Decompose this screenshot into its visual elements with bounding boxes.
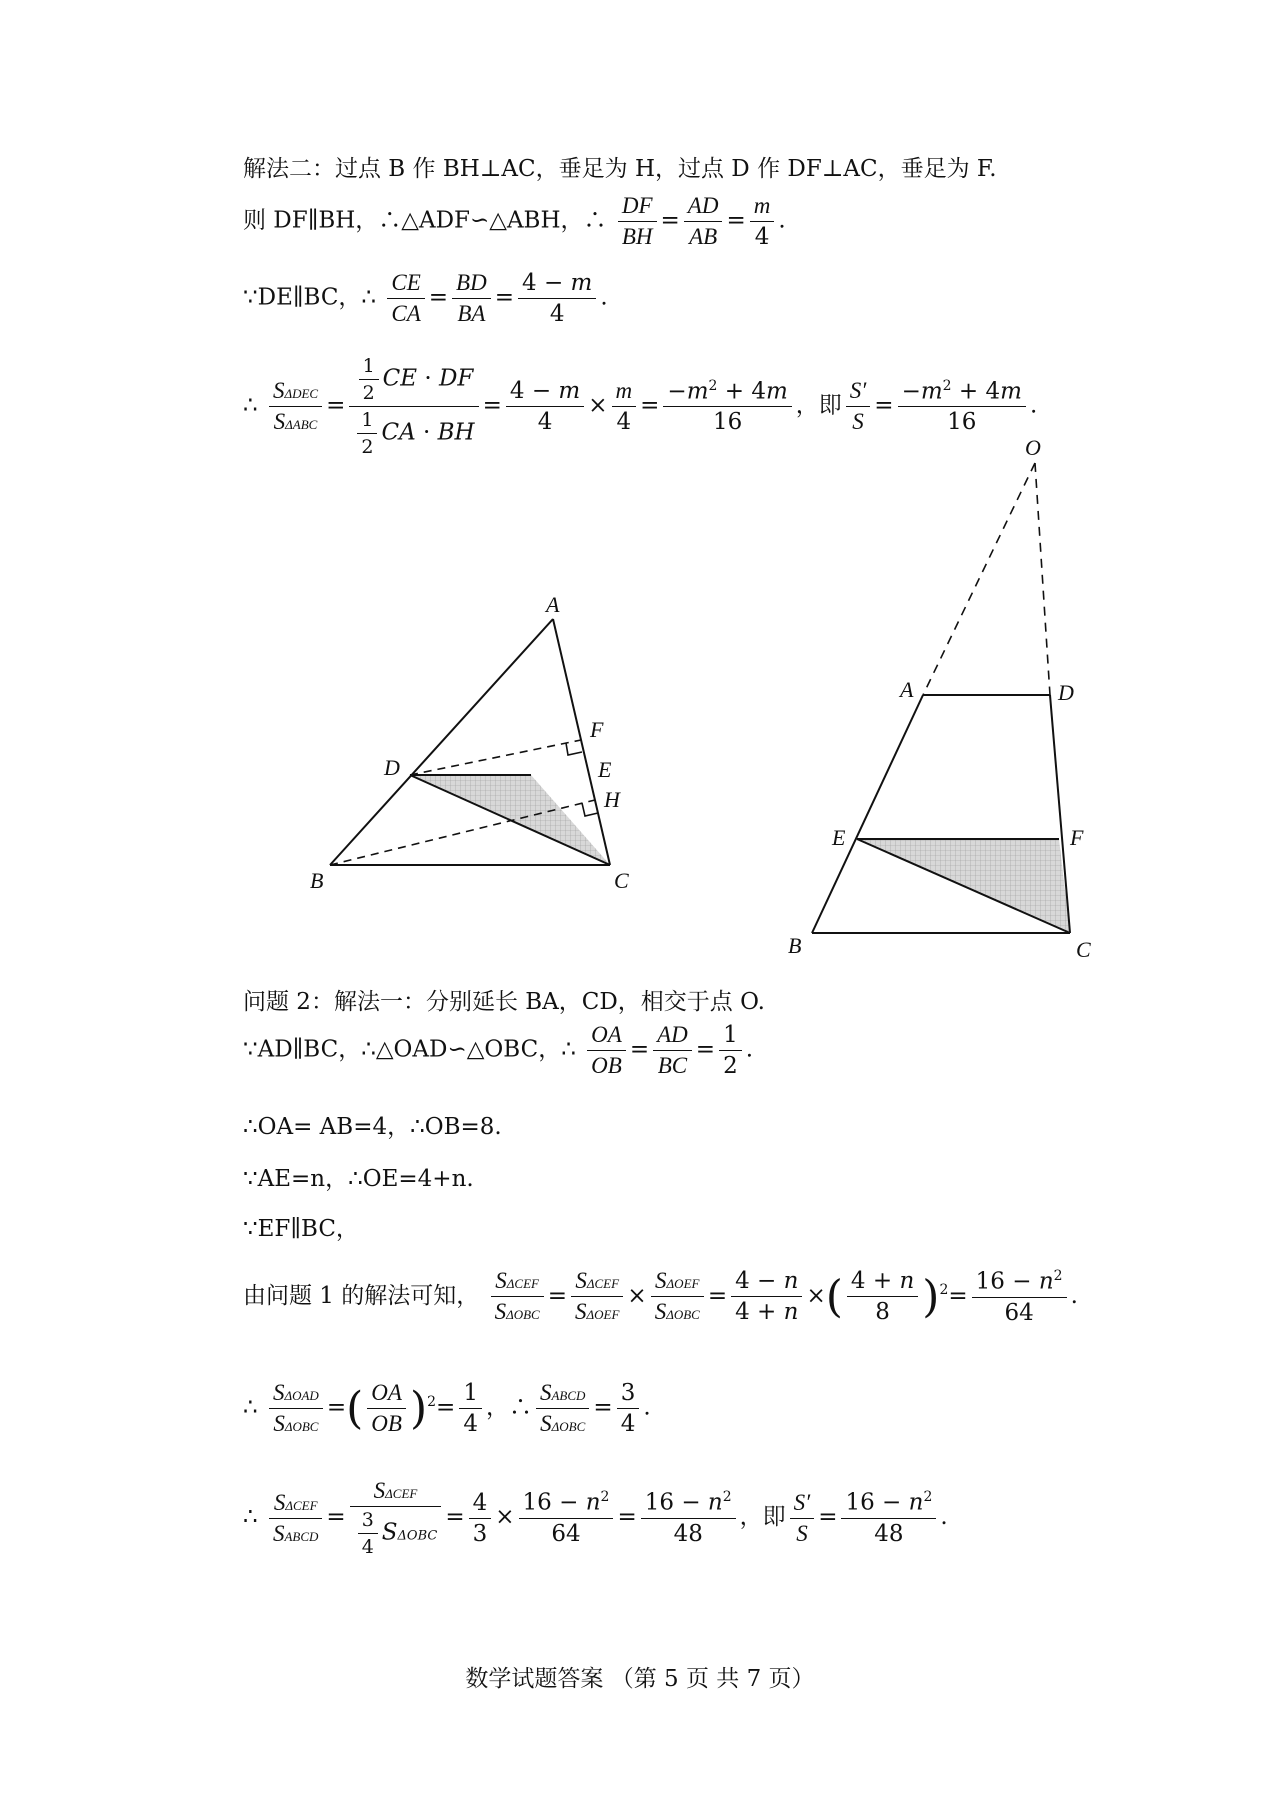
- fraction-sprime-s-2: $\frac{S'}{S}$: [790, 1490, 815, 1547]
- solution2-line2-prefix: 则 DF∥BH，∴△ADF∽△ABH，∴: [243, 207, 607, 234]
- fraction-1-2: $\frac{1}{2}$: [719, 1022, 742, 1079]
- label-h: H: [604, 787, 620, 812]
- dashed-od: [1035, 463, 1050, 695]
- problem2-line2-prefix: ∵AD∥BC，∴△OAD∽△OBC，∴: [243, 1036, 576, 1063]
- solution2-line3-prefix: ∵DE∥BC，∴: [243, 284, 377, 311]
- solution2-line4-mid: ，即: [795, 392, 842, 419]
- label-d2: D: [1058, 680, 1074, 705]
- fraction-16mn2-48: $\frac{16 - n^2}{48}$: [641, 1489, 736, 1547]
- fraction-oa-ob-2: $\frac{OA}{OB}$: [367, 1380, 406, 1437]
- solution2-line2: 则 DF∥BH，∴△ADF∽△ABH，∴ $\frac{DF}{BH}$ = $\frac{AD}{AB}$ = $\frac{m}{4}$ .: [243, 193, 786, 250]
- fraction-3-4: $\frac{3}{4}$: [617, 1380, 640, 1437]
- problem2-line7: ∴ $\frac{\text{SΔOAD}}{\text{SΔOBC}}$ =( $\frac{OA}{OB}$ )$^2$= $\frac{1}{4}$ ，∴ $\frac{\text{SABCD}}{\text{SΔOBC}}$ = $\frac{3}{4}$ .: [243, 1380, 651, 1437]
- fraction-m-4: $\frac{m}{4}$: [750, 193, 775, 250]
- problem2-intro: 问题 2：解法一：分别延长 BA，CD，相交于点 O.: [243, 989, 765, 1015]
- problem2-line8-mid: ，即: [739, 1504, 786, 1530]
- problem2-line4: ∵AE=n，∴OE=4+n.: [243, 1166, 474, 1192]
- fraction-area-ratio: $\frac{1}{2}$ CE · DF $\frac{1}{2}$ CA · BH: [349, 355, 478, 458]
- figure-trapezoid: [780, 435, 1130, 975]
- label-b: B: [310, 868, 324, 893]
- fraction-sabcd-sobc: $\frac{\text{SABCD}}{\text{SΔOBC}}$: [536, 1380, 589, 1437]
- problem2-line6-prefix: 由问题 1 的解法可知，: [243, 1282, 480, 1309]
- problem2-line3: ∴OA= AB=4，∴OB=8.: [243, 1114, 502, 1140]
- fraction-ad-ab: $\frac{AD}{AB}$: [684, 193, 723, 250]
- right-angle-mark-f: [566, 743, 582, 755]
- label-d: D: [384, 755, 400, 780]
- side-ab2: [812, 695, 923, 933]
- fraction-scef-34sobc: SΔCEF $\frac{3}{4}$ SΔOBC: [350, 1478, 442, 1558]
- fraction-scef-soef: $\frac{\text{SΔCEF}}{\text{SΔOEF}}$: [571, 1268, 623, 1325]
- fraction-4mn-4pn: $\frac{4 - n}{4 + n}$: [731, 1268, 802, 1325]
- fraction-oa-ob: $\frac{OA}{OB}$: [587, 1022, 626, 1079]
- fraction-ce-ca: $\frac{CE}{CA}$: [387, 270, 424, 327]
- fraction-sprime-s: $\frac{S'}{S}$: [846, 378, 871, 435]
- problem2-line8: ∴ $\frac{\text{SΔCEF}}{\text{SABCD}}$ = SΔCEF $\frac{3}{4}$ SΔOBC = $\frac{4}{3}$ × $\frac{16 - n^2}{64}$ = $\frac{16 - n^2}{48}$ ，即 $\frac{S'}{S}$ = $\frac{16 - n^2}{48}$ .: [243, 1478, 948, 1558]
- fraction-soef-sobc: $\frac{\text{SΔOEF}}{\text{SΔOBC}}$: [651, 1268, 704, 1325]
- figure-triangle: [300, 585, 660, 895]
- label-a: A: [546, 592, 560, 617]
- fraction-scef-sabcd: $\frac{\text{SΔCEF}}{\text{SABCD}}$: [269, 1490, 322, 1547]
- label-c2: C: [1076, 937, 1091, 962]
- fraction-result-16b: $\frac{-m^2 + 4m}{16}$: [898, 378, 1026, 436]
- fraction-16mn2-64b: $\frac{16 - n^2}{64}$: [519, 1489, 614, 1547]
- fraction-scef-sobc: $\frac{\text{SΔCEF}}{\text{SΔOBC}}$: [491, 1268, 544, 1325]
- fraction-1-4: $\frac{1}{4}$: [459, 1380, 482, 1437]
- label-f2: F: [1070, 825, 1084, 850]
- label-f: F: [590, 717, 604, 742]
- problem2-line6: 由问题 1 的解法可知， $\frac{\text{SΔCEF}}{\text{SΔOBC}}$ = $\frac{\text{SΔCEF}}{\text{SΔOEF}}$ × $\frac{\text{SΔOEF}}{\text{SΔOBC}}$ = $\frac{4 - n}{4 + n}$ ×( $\frac{4 + n}{8}$ )$^2$= $\frac{16 - n^2}{64}$ .: [243, 1268, 1078, 1326]
- label-o: O: [1025, 435, 1041, 460]
- fraction-df-bh: $\frac{DF}{BH}$: [618, 193, 657, 250]
- solution2-intro: 解法二：过点 B 作 BH⊥AC，垂足为 H，过点 D 作 DF⊥AC，垂足为 F.: [243, 156, 997, 182]
- fraction-m-4b: $\frac{m}{4}$: [612, 378, 637, 435]
- dashed-df: [410, 740, 581, 775]
- fraction-result-16: $\frac{-m^2 + 4m}{16}$: [663, 378, 791, 436]
- label-b2: B: [788, 933, 802, 958]
- fraction-soad-sobc: $\frac{\text{SΔOAD}}{\text{SΔOBC}}$: [269, 1380, 323, 1437]
- fraction-4-3: $\frac{4}{3}$: [469, 1490, 492, 1547]
- page-footer: 数学试题答案 （第 5 页 共 7 页）: [465, 1666, 815, 1692]
- fraction-4-minus-m-4b: $\frac{4 - m}{4}$: [506, 378, 584, 435]
- solution2-line4-prefix: ∴: [243, 392, 258, 419]
- solution2-line3: ∵DE∥BC，∴ $\frac{CE}{CA}$ = $\frac{BD}{BA}$ = $\frac{4 - m}{4}$ .: [243, 270, 608, 327]
- side-ab: [330, 619, 553, 865]
- fraction-16mn2-64: $\frac{16 - n^2}{64}$: [972, 1268, 1067, 1326]
- label-c: C: [614, 868, 629, 893]
- problem2-line2: ∵AD∥BC，∴△OAD∽△OBC，∴ $\frac{OA}{OB}$ = $\frac{AD}{BC}$ = $\frac{1}{2}$ .: [243, 1022, 754, 1079]
- label-e: E: [598, 757, 612, 782]
- fraction-bd-ba: $\frac{BD}{BA}$: [452, 270, 491, 327]
- problem2-line8-prefix: ∴: [243, 1504, 258, 1530]
- fraction-ad-bc: $\frac{AD}{BC}$: [653, 1022, 692, 1079]
- dashed-oa: [923, 463, 1035, 695]
- label-a2: A: [900, 677, 914, 702]
- fraction-16mn2-48b: $\frac{16 - n^2}{48}$: [841, 1489, 936, 1547]
- fraction-4pn-8: $\frac{4 + n}{8}$: [847, 1268, 918, 1325]
- problem2-line7-prefix: ∴: [243, 1394, 258, 1421]
- label-e2: E: [832, 825, 846, 850]
- fraction-sdec-sabc: $\frac{\text{SΔDEC}}{\text{SΔABC}}$: [269, 378, 322, 435]
- solution2-line4: ∴ $\frac{\text{SΔDEC}}{\text{SΔABC}}$ = $\frac{1}{2}$ CE · DF $\frac{1}{2}$ CA · BH = $\frac{4 - m}{4}$ × $\frac{m}{4}$ = $\frac{-m^2 + 4m}{16}$ ，即 $\frac{S'}{S}$ = $\frac{-m^2 + 4m}{16}$ .: [243, 355, 1038, 458]
- problem2-line7-mid: ，∴: [485, 1394, 532, 1421]
- problem2-line5: ∵EF∥BC，: [243, 1216, 359, 1242]
- fraction-4-minus-m-over-4: $\frac{4 - m}{4}$: [518, 270, 596, 327]
